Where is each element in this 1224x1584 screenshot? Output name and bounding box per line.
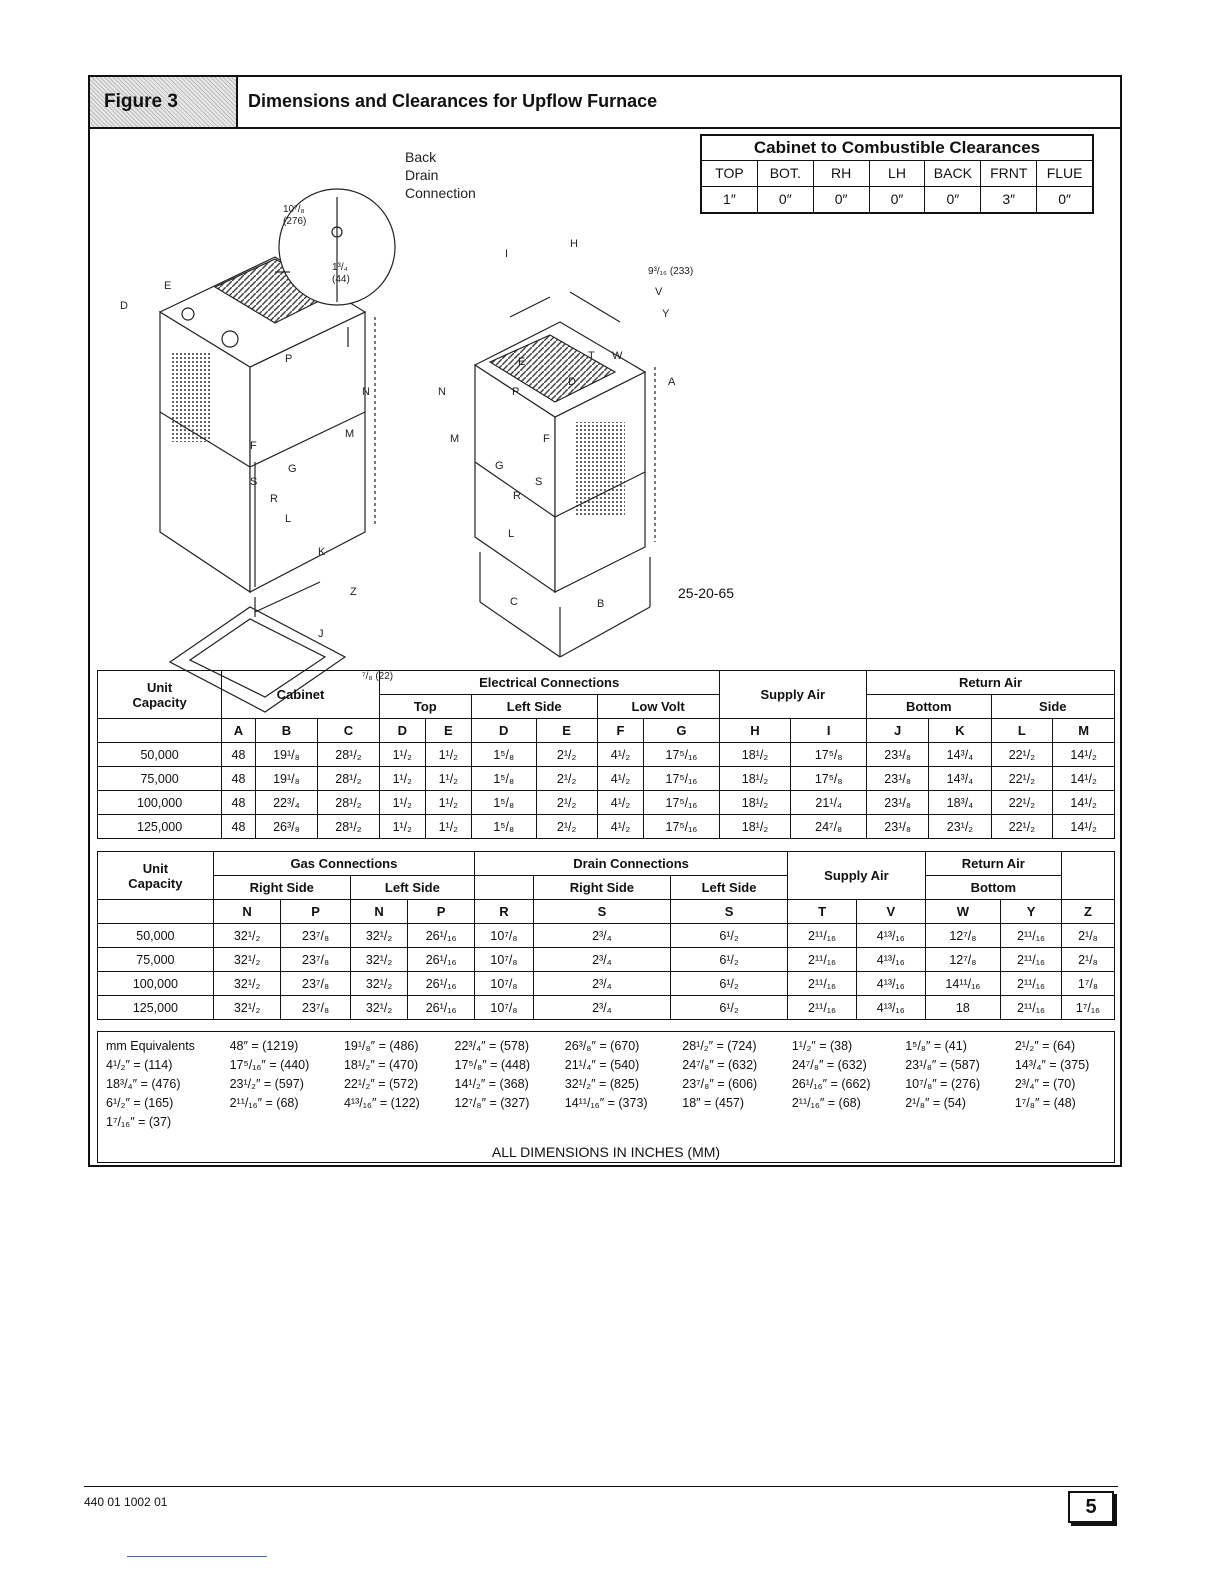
t2-col-0: N bbox=[213, 900, 281, 924]
table-row bbox=[98, 815, 1115, 839]
t1-col-12: K bbox=[929, 719, 991, 743]
t2-col-10: Y bbox=[1001, 900, 1062, 924]
mm-equivalents bbox=[97, 1031, 1115, 1163]
t2-col-11: Z bbox=[1061, 900, 1114, 924]
dim-letter-n-left: N bbox=[362, 386, 370, 398]
t2-cell: 75,000 bbox=[98, 948, 214, 972]
clearances-table bbox=[700, 134, 1094, 214]
t2-unit-header bbox=[98, 852, 214, 900]
t2-col-blank bbox=[98, 900, 214, 924]
page-number: 5 bbox=[1068, 1491, 1114, 1523]
t1-cell: 1¹/₂ bbox=[379, 767, 425, 791]
t1-cell: 17⁵/₈ bbox=[791, 767, 867, 791]
t2-cell: 2¹/₈ bbox=[1061, 948, 1114, 972]
t2-col-2: N bbox=[350, 900, 408, 924]
t1-cell: 14¹/₂ bbox=[1053, 791, 1115, 815]
t2-cell: 2¹¹/₁₆ bbox=[788, 972, 857, 996]
t1-cell: 1⁵/₈ bbox=[471, 767, 536, 791]
t1-cell: 100,000 bbox=[98, 791, 222, 815]
dim-letter-z: Z bbox=[350, 586, 357, 598]
t1-cell: 48 bbox=[222, 791, 256, 815]
dim-10-7-8: 10⁷/₈ bbox=[283, 204, 305, 215]
t2-cell: 2¹/₈ bbox=[1061, 924, 1114, 948]
t1-cell: 17⁵/₁₆ bbox=[644, 791, 719, 815]
t1-cell: 14³/₄ bbox=[929, 743, 991, 767]
t2-supply-header: Supply Air bbox=[788, 852, 925, 900]
t1-col-10: I bbox=[791, 719, 867, 743]
t2-drain-header: Drain Connections bbox=[475, 852, 788, 876]
mm-cell: mm Equivalents bbox=[106, 1039, 195, 1053]
dim-letter-h: H bbox=[570, 238, 578, 250]
dim-letter-d-left: D bbox=[120, 300, 128, 312]
mm-cell: 1⁷/₈″ = (48) bbox=[1014, 1096, 1076, 1110]
bottom-link-underline bbox=[127, 1556, 267, 1557]
t1-cell: 18¹/₂ bbox=[719, 815, 791, 839]
t2-cell: 10⁷/₈ bbox=[475, 996, 534, 1020]
mm-cell: 23¹/₂″ = (597) bbox=[229, 1077, 304, 1091]
t1-cell: 14¹/₂ bbox=[1053, 767, 1115, 791]
t1-cell: 14¹/₂ bbox=[1053, 743, 1115, 767]
mm-cell: 23¹/₈″ = (587) bbox=[905, 1058, 980, 1072]
t1-cell: 19¹/₈ bbox=[255, 767, 317, 791]
t2-drain-rightside: Right Side bbox=[533, 876, 670, 900]
t2-gas-rightside: Right Side bbox=[213, 876, 350, 900]
t1-cell: 21¹/₄ bbox=[791, 791, 867, 815]
t2-cell: 26¹/₁₆ bbox=[408, 996, 475, 1020]
t1-cell: 18¹/₂ bbox=[719, 767, 791, 791]
t2-cell: 26¹/₁₆ bbox=[408, 948, 475, 972]
t2-cell: 6¹/₂ bbox=[670, 924, 787, 948]
t1-body bbox=[98, 719, 1115, 839]
mm-cell: 26³/₈″ = (670) bbox=[564, 1039, 640, 1053]
mm-cell: 12⁷/₈″ = (327) bbox=[454, 1096, 530, 1110]
dim-letter-l-right: L bbox=[508, 528, 515, 540]
clearance-header-5: FRNT bbox=[981, 161, 1037, 186]
dim-letter-p-right: P bbox=[512, 386, 520, 398]
t1-col-0: A bbox=[222, 719, 256, 743]
t1-cell: 17⁵/₁₆ bbox=[644, 815, 719, 839]
t1-leftside-header: Left Side bbox=[471, 695, 597, 719]
t2-cell: 2¹¹/₁₆ bbox=[1001, 996, 1062, 1020]
t1-cell: 17⁵/₁₆ bbox=[644, 743, 719, 767]
t1-col-9: H bbox=[719, 719, 791, 743]
t1-cell: 17⁵/₈ bbox=[791, 743, 867, 767]
dimensions-table-1 bbox=[97, 670, 1115, 839]
clearances-header-row bbox=[702, 161, 1092, 186]
mm-cell: 19¹/₈″ = (486) bbox=[343, 1039, 419, 1053]
table-row bbox=[98, 743, 1115, 767]
t1-return-header: Return Air bbox=[866, 671, 1114, 695]
t1-cell: 4¹/₂ bbox=[597, 767, 644, 791]
t1-col-11: J bbox=[866, 719, 928, 743]
t2-gas-header: Gas Connections bbox=[213, 852, 474, 876]
t2-cell: 2¹¹/₁₆ bbox=[788, 924, 857, 948]
clearances-value-row bbox=[702, 186, 1092, 212]
t1-cell: 75,000 bbox=[98, 767, 222, 791]
figure-tag bbox=[90, 77, 238, 127]
t2-cell: 4¹³/₁₆ bbox=[856, 924, 925, 948]
dim-letter-m-left: M bbox=[345, 428, 355, 440]
t1-cell: 23¹/₈ bbox=[866, 767, 928, 791]
t1-cell: 24⁷/₈ bbox=[791, 815, 867, 839]
t1-cell: 14¹/₂ bbox=[1053, 815, 1115, 839]
t2-cell: 32¹/₂ bbox=[213, 948, 281, 972]
dim-44: (44) bbox=[332, 274, 350, 285]
t1-cell: 22¹/₂ bbox=[991, 791, 1053, 815]
t2-cell: 125,000 bbox=[98, 996, 214, 1020]
table-row bbox=[98, 924, 1115, 948]
t1-cell: 22¹/₂ bbox=[991, 743, 1053, 767]
mm-cell: 18¹/₂″ = (470) bbox=[343, 1058, 419, 1072]
mm-cell: 4¹³/₁₆″ = (122) bbox=[343, 1096, 420, 1110]
clearance-value-1: 0″ bbox=[758, 187, 814, 212]
t2-cell: 2³/₄ bbox=[533, 948, 670, 972]
drawing-ref-code: 25-20-65 bbox=[678, 585, 735, 601]
mm-cell: 23⁷/₈″ = (606) bbox=[682, 1077, 758, 1091]
t1-cell: 14³/₄ bbox=[929, 767, 991, 791]
t1-cell: 1¹/₂ bbox=[425, 791, 471, 815]
dim-letter-l-left: L bbox=[285, 513, 292, 525]
t2-col-7: T bbox=[788, 900, 857, 924]
mm-cell: 1⁷/₁₆″ = (37) bbox=[106, 1115, 172, 1129]
t1-cell: 22³/₄ bbox=[255, 791, 317, 815]
table-row bbox=[98, 791, 1115, 815]
t1-electrical-header: Electrical Connections bbox=[379, 671, 719, 695]
t2-cell: 12⁷/₈ bbox=[925, 924, 1000, 948]
t2-col-row bbox=[98, 900, 1115, 924]
t1-col-5: D bbox=[471, 719, 536, 743]
title-rule bbox=[90, 127, 1120, 129]
dim-letter-s-left: S bbox=[250, 476, 258, 488]
t2-cell: 2³/₄ bbox=[533, 972, 670, 996]
dim-letter-b: B bbox=[597, 598, 605, 610]
t2-col-9: W bbox=[925, 900, 1000, 924]
clearance-header-0: TOP bbox=[702, 161, 758, 186]
dim-letter-a: A bbox=[668, 376, 676, 388]
t2-cell: 26¹/₁₆ bbox=[408, 924, 475, 948]
mm-cell: 22¹/₂″ = (572) bbox=[343, 1077, 419, 1091]
t2-cell: 32¹/₂ bbox=[213, 972, 281, 996]
t1-cell: 23¹/₂ bbox=[929, 815, 991, 839]
mm-cell: 2¹¹/₁₆″ = (68) bbox=[791, 1096, 861, 1110]
t2-col-6: S bbox=[670, 900, 787, 924]
t1-col-row bbox=[98, 719, 1115, 743]
t1-cell: 1⁵/₈ bbox=[471, 743, 536, 767]
dim-letter-g-left: G bbox=[288, 463, 297, 475]
clearance-value-0: 1″ bbox=[702, 187, 758, 212]
t1-cell: 22¹/₂ bbox=[991, 815, 1053, 839]
t1-unit-label: Unit bbox=[146, 679, 173, 695]
mm-cell: 4¹/₂″ = (114) bbox=[106, 1058, 173, 1072]
table-row bbox=[98, 948, 1115, 972]
mm-cell: 48″ = (1219) bbox=[229, 1039, 299, 1053]
t2-drain-blank bbox=[475, 876, 534, 900]
t2-cell: 32¹/₂ bbox=[213, 924, 281, 948]
t1-col-4: E bbox=[425, 719, 471, 743]
t1-col-blank bbox=[98, 719, 222, 743]
t1-cell: 1¹/₂ bbox=[425, 815, 471, 839]
t1-cell: 22¹/₂ bbox=[991, 767, 1053, 791]
callout-drain: Drain bbox=[405, 167, 439, 183]
t2-cell: 4¹³/₁₆ bbox=[856, 948, 925, 972]
t2-cell: 10⁷/₈ bbox=[475, 972, 534, 996]
t1-cell: 2¹/₂ bbox=[536, 767, 597, 791]
t1-cell: 1¹/₂ bbox=[425, 743, 471, 767]
t1-cell: 18¹/₂ bbox=[719, 791, 791, 815]
mm-cell: 21¹/₄″ = (540) bbox=[564, 1058, 640, 1072]
t2-return-header: Return Air bbox=[925, 852, 1061, 876]
t2-blank-header bbox=[1061, 852, 1114, 900]
t1-cell: 1⁵/₈ bbox=[471, 815, 536, 839]
t2-cell: 1⁷/₈ bbox=[1061, 972, 1114, 996]
t1-cell: 18³/₄ bbox=[929, 791, 991, 815]
t1-col-6: E bbox=[536, 719, 597, 743]
t2-cell: 23⁷/₈ bbox=[281, 996, 350, 1020]
dim-letter-c: C bbox=[510, 596, 518, 608]
dim-letter-k: K bbox=[318, 546, 326, 558]
mm-cell: 2¹¹/₁₆″ = (68) bbox=[229, 1096, 299, 1110]
clearance-value-4: 0″ bbox=[925, 187, 981, 212]
t1-unit-header bbox=[98, 671, 222, 719]
t2-gas-leftside: Left Side bbox=[350, 876, 474, 900]
callout-connection: Connection bbox=[405, 185, 476, 201]
footer-rule bbox=[84, 1486, 1118, 1487]
t1-top-header: Top bbox=[379, 695, 471, 719]
t1-cell: 125,000 bbox=[98, 815, 222, 839]
t1-supply-header: Supply Air bbox=[719, 671, 866, 719]
mm-cell: 14¹¹/₁₆″ = (373) bbox=[564, 1096, 648, 1110]
furnace-drawing bbox=[100, 137, 740, 682]
t2-cell: 2¹¹/₁₆ bbox=[1001, 924, 1062, 948]
dim-letter-n-right: N bbox=[438, 386, 446, 398]
mm-cell: 18″ = (457) bbox=[682, 1096, 745, 1110]
t1-cell: 1¹/₂ bbox=[379, 815, 425, 839]
t2-cell: 32¹/₂ bbox=[350, 948, 408, 972]
dim-1-3-4: 1³/₄ bbox=[332, 262, 348, 273]
t1-cell: 1¹/₂ bbox=[425, 767, 471, 791]
t1-cell: 28¹/₂ bbox=[318, 743, 380, 767]
t2-cell: 50,000 bbox=[98, 924, 214, 948]
t1-cell: 23¹/₈ bbox=[866, 815, 928, 839]
t1-side-header: Side bbox=[991, 695, 1114, 719]
document-code: 440 01 1002 01 bbox=[84, 1495, 168, 1509]
t1-cell: 2¹/₂ bbox=[536, 791, 597, 815]
clearance-header-3: LH bbox=[870, 161, 926, 186]
t1-cell: 4¹/₂ bbox=[597, 743, 644, 767]
t2-cell: 32¹/₂ bbox=[213, 996, 281, 1020]
mm-cell: 10⁷/₈″ = (276) bbox=[905, 1077, 981, 1091]
dim-letter-i: I bbox=[505, 248, 509, 260]
t1-cell: 23¹/₈ bbox=[866, 743, 928, 767]
t2-cell: 14¹¹/₁₆ bbox=[925, 972, 1000, 996]
t1-cell: 17⁵/₁₆ bbox=[644, 767, 719, 791]
dim-letter-m-right: M bbox=[450, 433, 460, 445]
mm-grid bbox=[106, 1038, 1106, 1130]
clearance-header-2: RH bbox=[814, 161, 870, 186]
t1-col-7: F bbox=[597, 719, 644, 743]
mm-cell: 6¹/₂″ = (165) bbox=[106, 1096, 174, 1110]
dim-letter-r-right: R bbox=[513, 490, 521, 502]
t1-cell: 48 bbox=[222, 743, 256, 767]
t1-cell: 19¹/₈ bbox=[255, 743, 317, 767]
t1-col-2: C bbox=[318, 719, 380, 743]
t2-cell: 6¹/₂ bbox=[670, 972, 787, 996]
t1-cell: 28¹/₂ bbox=[318, 791, 380, 815]
dimensions-table-2 bbox=[97, 851, 1115, 1020]
t1-cell: 4¹/₂ bbox=[597, 791, 644, 815]
t2-cell: 32¹/₂ bbox=[350, 972, 408, 996]
mm-cell: 17⁵/₁₆″ = (440) bbox=[229, 1058, 310, 1072]
t2-cell: 2¹¹/₁₆ bbox=[1001, 972, 1062, 996]
figure-title: Dimensions and Clearances for Upflow Furnace bbox=[248, 91, 658, 111]
t1-cell: 2¹/₂ bbox=[536, 743, 597, 767]
t2-cell: 2³/₄ bbox=[533, 996, 670, 1020]
t1-cell: 28¹/₂ bbox=[318, 767, 380, 791]
t2-cell: 2¹¹/₁₆ bbox=[1001, 948, 1062, 972]
t2-cell: 1⁷/₁₆ bbox=[1061, 996, 1114, 1020]
dim-letter-d-right: D bbox=[568, 376, 576, 388]
t1-cabinet-header: Cabinet bbox=[222, 671, 380, 719]
t2-drain-leftside: Left Side bbox=[670, 876, 787, 900]
t2-cell: 18 bbox=[925, 996, 1000, 1020]
t1-col-13: L bbox=[991, 719, 1053, 743]
dim-letter-f-right: F bbox=[543, 433, 550, 445]
t1-cell: 1¹/₂ bbox=[379, 791, 425, 815]
clearance-value-5: 3″ bbox=[981, 187, 1037, 212]
t2-unit-label: Unit bbox=[142, 860, 169, 876]
mm-cell: 14³/₄″ = (375) bbox=[1014, 1058, 1090, 1072]
t1-cell: 18¹/₂ bbox=[719, 743, 791, 767]
clearance-header-4: BACK bbox=[925, 161, 981, 186]
t1-col-8: G bbox=[644, 719, 719, 743]
clearance-value-2: 0″ bbox=[814, 187, 870, 212]
t2-body bbox=[98, 900, 1115, 1020]
t2-col-1: P bbox=[281, 900, 350, 924]
mm-cell: 14¹/₂″ = (368) bbox=[454, 1077, 529, 1091]
t1-col-3: D bbox=[379, 719, 425, 743]
mm-cell: 1¹/₂″ = (38) bbox=[791, 1039, 853, 1053]
t2-col-3: P bbox=[408, 900, 475, 924]
dim-letter-s-right: S bbox=[535, 476, 543, 488]
t2-capacity-label: Capacity bbox=[128, 875, 183, 891]
mm-cell: 24⁷/₈″ = (632) bbox=[682, 1058, 758, 1072]
mm-cell: 17⁵/₈″ = (448) bbox=[454, 1058, 531, 1072]
callout-back: Back bbox=[405, 149, 437, 165]
t2-cell: 23⁷/₈ bbox=[281, 948, 350, 972]
t2-cell: 4¹³/₁₆ bbox=[856, 972, 925, 996]
t2-cell: 12⁷/₈ bbox=[925, 948, 1000, 972]
dim-9-3-16: 9³/₁₆ (233) bbox=[648, 266, 694, 277]
figure-frame bbox=[88, 75, 1122, 1167]
t1-cell: 1¹/₂ bbox=[379, 743, 425, 767]
t1-col-1: B bbox=[255, 719, 317, 743]
t1-cell: 50,000 bbox=[98, 743, 222, 767]
t1-lowvolt-header: Low Volt bbox=[597, 695, 719, 719]
t1-cell: 4¹/₂ bbox=[597, 815, 644, 839]
t1-cell: 28¹/₂ bbox=[318, 815, 380, 839]
mm-cell: 1⁵/₈″ = (41) bbox=[905, 1039, 967, 1053]
dim-letter-t: T bbox=[588, 350, 595, 362]
t1-cell: 26³/₈ bbox=[255, 815, 317, 839]
dim-letter-w: W bbox=[612, 350, 623, 362]
dim-7-8: ⁷/₈ (22) bbox=[362, 671, 394, 682]
t2-cell: 100,000 bbox=[98, 972, 214, 996]
t2-cell: 6¹/₂ bbox=[670, 996, 787, 1020]
mm-cell: 2³/₄″ = (70) bbox=[1014, 1077, 1076, 1091]
t1-col-14: M bbox=[1053, 719, 1115, 743]
t2-cell: 26¹/₁₆ bbox=[408, 972, 475, 996]
clearance-value-3: 0″ bbox=[870, 187, 926, 212]
dim-letter-j: J bbox=[318, 628, 324, 640]
t2-col-8: V bbox=[856, 900, 925, 924]
mm-cell: 28¹/₂″ = (724) bbox=[682, 1039, 757, 1053]
t2-cell: 10⁷/₈ bbox=[475, 924, 534, 948]
t2-cell: 23⁷/₈ bbox=[281, 972, 350, 996]
clearances-title: Cabinet to Combustible Clearances bbox=[702, 136, 1092, 161]
mm-cell: 18³/₄″ = (476) bbox=[106, 1077, 181, 1091]
t2-col-5: S bbox=[533, 900, 670, 924]
dim-letter-v: V bbox=[655, 286, 663, 298]
t2-col-4: R bbox=[475, 900, 534, 924]
table-row bbox=[98, 996, 1115, 1020]
t1-cell: 48 bbox=[222, 767, 256, 791]
t2-cell: 32¹/₂ bbox=[350, 996, 408, 1020]
t2-cell: 4¹³/₁₆ bbox=[856, 996, 925, 1020]
dim-letter-p-left: P bbox=[285, 353, 293, 365]
t2-cell: 2¹¹/₁₆ bbox=[788, 948, 857, 972]
mm-cell: 22³/₄″ = (578) bbox=[454, 1039, 529, 1053]
dim-letter-e-left: E bbox=[164, 280, 172, 292]
t2-cell: 32¹/₂ bbox=[350, 924, 408, 948]
mm-footnote: ALL DIMENSIONS IN INCHES (MM) bbox=[491, 1144, 721, 1160]
mm-cell: 2¹/₈″ = (54) bbox=[905, 1096, 966, 1110]
clearance-value-6: 0″ bbox=[1058, 191, 1071, 207]
dim-letter-f-left: F bbox=[250, 440, 257, 452]
clearance-header-1: BOT. bbox=[758, 161, 814, 186]
t1-cell: 1⁵/₈ bbox=[471, 791, 536, 815]
t2-bottom-header: Bottom bbox=[925, 876, 1061, 900]
dim-letter-r-left: R bbox=[270, 493, 278, 505]
t1-cell: 48 bbox=[222, 815, 256, 839]
t2-cell: 6¹/₂ bbox=[670, 948, 787, 972]
table-row bbox=[98, 767, 1115, 791]
t2-cell: 2³/₄ bbox=[533, 924, 670, 948]
t1-bottom-header: Bottom bbox=[866, 695, 991, 719]
t1-cell: 2¹/₂ bbox=[536, 815, 597, 839]
t2-cell: 10⁷/₈ bbox=[475, 948, 534, 972]
mm-cell: 26¹/₁₆″ = (662) bbox=[791, 1077, 871, 1091]
mm-cell: 24⁷/₈″ = (632) bbox=[791, 1058, 867, 1072]
t1-cell: 23¹/₈ bbox=[866, 791, 928, 815]
t1-capacity-label: Capacity bbox=[132, 694, 187, 710]
dim-276: (276) bbox=[283, 216, 307, 227]
dim-letter-e-right: E bbox=[518, 356, 526, 368]
figure-tag-label: Figure 3 bbox=[104, 91, 178, 112]
clearance-header-6: FLUE bbox=[1046, 165, 1083, 181]
table-row bbox=[98, 972, 1115, 996]
dim-letter-g-right: G bbox=[495, 460, 504, 472]
dim-letter-y: Y bbox=[662, 308, 670, 320]
mm-cell: 2¹/₂″ = (64) bbox=[1014, 1039, 1076, 1053]
mm-cell: 32¹/₂″ = (825) bbox=[564, 1077, 640, 1091]
t2-cell: 2¹¹/₁₆ bbox=[788, 996, 857, 1020]
t2-cell: 23⁷/₈ bbox=[281, 924, 350, 948]
